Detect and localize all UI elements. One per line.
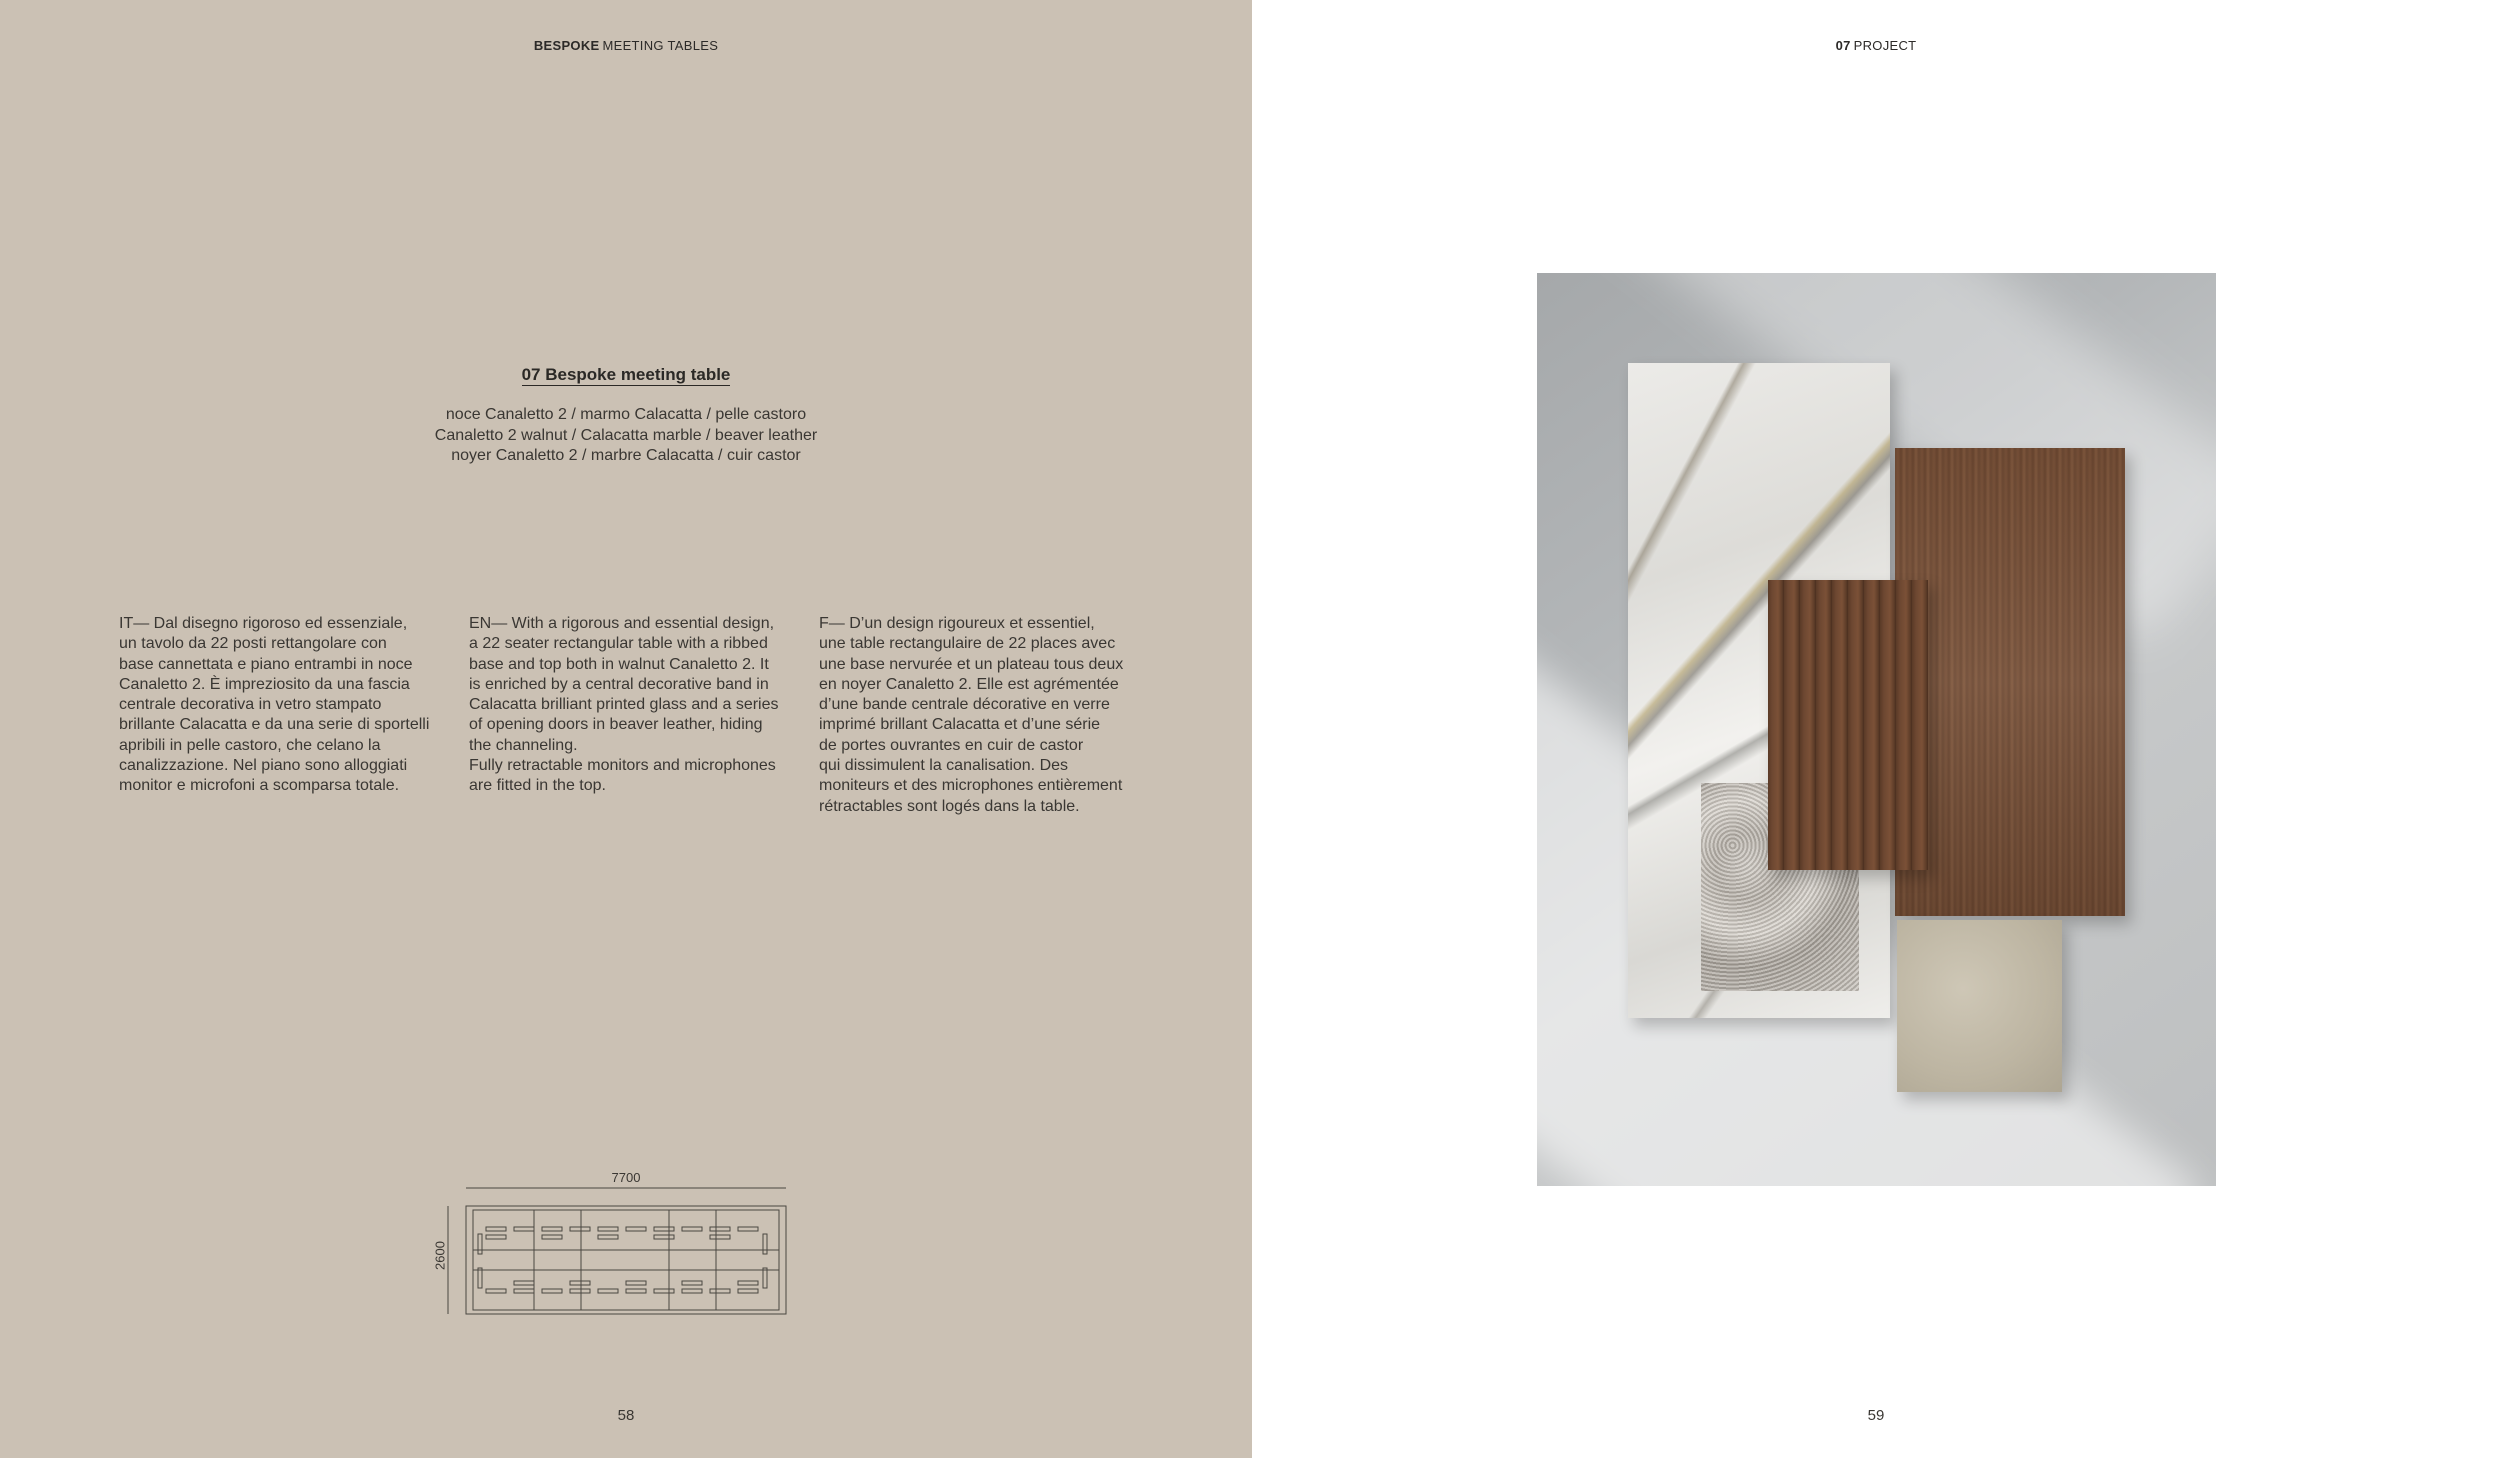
chair-mark <box>486 1235 506 1239</box>
running-head-left <box>0 38 1252 53</box>
chair-mark <box>738 1227 758 1231</box>
text-line: brillante Calacatta e da una serie di sportelli <box>119 716 430 734</box>
materials-list <box>0 405 1252 467</box>
text-line: une base nervurée et un plateau tous deux <box>819 655 1124 673</box>
text-line: centrale decorativa in vetro stampato <box>119 696 382 714</box>
running-head-right-light: PROJECT <box>1853 38 1917 53</box>
chair-mark <box>738 1281 758 1285</box>
end-chair-mark <box>478 1234 482 1254</box>
table-top-outline <box>473 1210 779 1310</box>
text-line: a 22 seater rectangular table with a ribbed <box>469 635 768 653</box>
text-line: une table rectangulaire de 22 places avec <box>819 635 1116 653</box>
text-line: are fitted in the top. <box>469 777 606 795</box>
text-line: d’une bande centrale décorative en verre <box>819 696 1110 714</box>
text-line: F— D’un design rigoureux et essentiel, <box>819 615 1095 632</box>
chair-mark <box>514 1281 534 1285</box>
text-line: canalizzazione. Nel piano sono alloggiati <box>119 757 408 775</box>
material-samples-photo <box>1537 273 2216 1186</box>
chair-mark <box>654 1289 674 1293</box>
chair-mark <box>514 1289 534 1293</box>
chair-mark <box>710 1289 730 1293</box>
materials-line-fr: noyer Canaletto 2 / marbre Calacatta / cuir castor <box>451 447 801 464</box>
chair-mark <box>654 1227 674 1231</box>
chair-mark <box>542 1227 562 1231</box>
materials-line-en: Canaletto 2 walnut / Calacatta marble / beaver leather <box>434 426 818 444</box>
text-line: of opening doors in beaver leather, hiding <box>469 716 763 734</box>
end-chair-mark <box>763 1234 767 1254</box>
right-page <box>1252 0 2500 1458</box>
text-line: base and top both in walnut Canaletto 2. It <box>469 655 769 673</box>
text-line: IT— Dal disegno rigoroso ed essenziale, <box>119 615 408 632</box>
chair-mark <box>682 1227 702 1231</box>
text-line: is enriched by a central decorative band in <box>469 675 769 693</box>
text-line: Calacatta brilliant printed glass and a series <box>469 696 779 714</box>
text-line: Canaletto 2. È impreziosito da una fascia <box>119 675 410 693</box>
running-head-left-light: MEETING TABLES <box>602 38 719 53</box>
running-head-right-bold: 07 <box>1835 38 1851 53</box>
dimension-length: 7700 <box>611 1170 641 1185</box>
end-chair-mark <box>763 1268 767 1288</box>
chair-mark <box>682 1289 702 1293</box>
description-english <box>469 614 789 797</box>
text-line: Fully retractable monitors and microphones <box>469 757 776 775</box>
chair-mark <box>710 1227 730 1231</box>
chair-mark <box>654 1235 674 1239</box>
text-line: moniteurs et des microphones entièrement <box>819 777 1123 795</box>
text-line: rétractables sont logés dans la table. <box>819 797 1080 815</box>
dimension-width: 2600 <box>432 1241 448 1270</box>
chair-mark <box>486 1289 506 1293</box>
text-line: de portes ouvrantes en cuir de castor <box>819 736 1084 754</box>
chair-mark <box>682 1281 702 1285</box>
text-line: apribili in pelle castoro, che celano la <box>119 736 381 754</box>
text-line: imprimé brillant Calacatta et d’une série <box>819 716 1101 734</box>
text-line: the channeling. <box>469 736 578 754</box>
text-line: un tavolo da 22 posti rettangolare con <box>119 635 387 653</box>
chair-mark <box>542 1289 562 1293</box>
text-line: base cannettata e piano entrambi in noce <box>119 655 413 673</box>
chair-mark <box>570 1289 590 1293</box>
chair-mark <box>626 1281 646 1285</box>
chair-mark <box>598 1289 618 1293</box>
description-french <box>819 614 1139 817</box>
end-chair-mark <box>478 1268 482 1288</box>
chair-mark <box>514 1227 534 1231</box>
chair-mark <box>598 1227 618 1231</box>
page-number-right: 59 <box>1867 1407 1885 1424</box>
chair-mark <box>626 1289 646 1293</box>
materials-line-it: noce Canaletto 2 / marmo Calacatta / pelle castoro <box>445 406 807 423</box>
chair-mark <box>710 1235 730 1239</box>
walnut-veneer-swatch <box>1895 448 2125 916</box>
text-line: en noyer Canaletto 2. Elle est agrémentée <box>819 675 1119 693</box>
text-line: qui dissimulent la canalisation. Des <box>819 757 1069 775</box>
chair-mark <box>570 1281 590 1285</box>
running-head-right <box>1252 38 2500 53</box>
text-line: EN— With a rigorous and essential design, <box>469 615 775 632</box>
chair-mark <box>598 1235 618 1239</box>
page-number-left: 58 <box>617 1407 635 1424</box>
plan-outer-edge <box>466 1206 786 1314</box>
text-line: monitor e microfoni a scomparsa totale. <box>119 777 400 795</box>
description-italian <box>119 614 439 797</box>
project-title <box>0 365 1252 385</box>
project-title-text: 07 Bespoke meeting table <box>521 365 731 384</box>
chair-mark <box>542 1235 562 1239</box>
table-plan-drawing <box>440 1166 800 1316</box>
chair-mark <box>486 1227 506 1231</box>
leather-swatch <box>1897 920 2062 1092</box>
running-head-left-bold: BESPOKE <box>533 38 600 53</box>
chair-mark <box>738 1289 758 1293</box>
chair-mark <box>570 1227 590 1231</box>
ribbed-walnut-swatch <box>1768 580 1928 870</box>
chair-mark <box>626 1227 646 1231</box>
